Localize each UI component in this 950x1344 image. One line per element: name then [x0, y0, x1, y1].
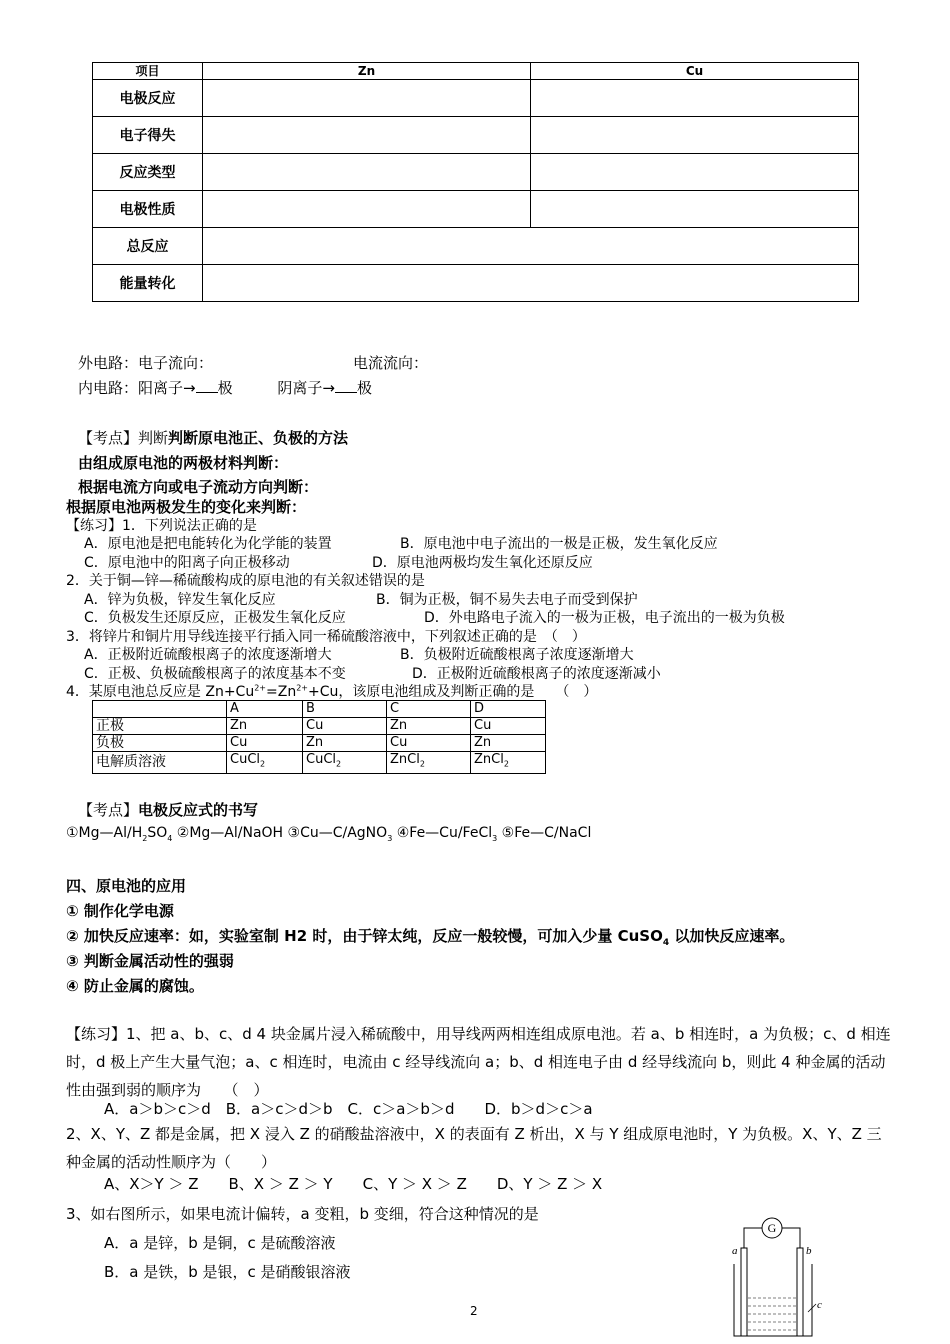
practice-q3: 3．将锌片和铜片用导线连接平行插入同一稀硫酸溶液中，下列叙述正确的是 （ ） [66, 629, 586, 645]
table-header-a: A [227, 701, 303, 718]
answer-cell [203, 154, 531, 191]
table-header-d: D [471, 701, 546, 718]
q1-option-a: A．原电池是把电能转化为化学能的装置 [84, 536, 332, 552]
practice2-q2-options: A、X＞Y ＞ Z B、X ＞ Z ＞ Y C、Y ＞ X ＞ Z D、Y ＞ Z ＞ X [104, 1175, 603, 1193]
table-cell: Cu [387, 735, 471, 752]
formula: ②Mg—Al/NaOH ③Cu—C/AgNO [172, 825, 388, 841]
battery-options-table [92, 700, 546, 774]
cell-text: ZnCl [390, 752, 420, 767]
q1-option-c: C．原电池中的阳离子向正极移动 [84, 555, 290, 571]
q3-option-a: A．正极附近硫酸根离子的浓度逐渐增大 [84, 647, 332, 663]
label-b: b [806, 1245, 812, 1257]
table-cell [93, 701, 227, 718]
practice2-q1: 【练习】1、把 a、b、c、d 4 块金属片浸入稀硫酸中，用导线两两相连组成原电池。若 a、b 相连时，a 为负极；c、d 相连时，d 极上产生大量气泡；a、c 相连时，电流由 c 经导线流向 a；b、d 相连电子由 d 经导线流向 b，则此 4 种金属的活动性由强到弱的顺序为 （ ） [66, 1025, 891, 1099]
subscript: 2 [336, 759, 342, 769]
table-cell: Cu [303, 718, 387, 735]
q2-option-d: D．外电路电子流入的一极为正极，电子流出的一极为负极 [424, 610, 785, 626]
method-3: 根据原电池两极发生的变化来判断： [66, 498, 307, 516]
formula: ⑤Fe—C/NaCl [497, 825, 592, 841]
table-cell [303, 752, 387, 774]
electrode-b [797, 1248, 803, 1336]
cell-text: ZnCl [474, 752, 504, 767]
answer-cell [203, 265, 859, 302]
pole-label: 极 [217, 379, 233, 397]
practice-q1: 【练习】1．下列说法正确的是 [66, 518, 257, 534]
table-cell: Zn [471, 735, 546, 752]
table-cell: Zn [227, 718, 303, 735]
subscript: 3 [492, 833, 498, 843]
application-4: ④ 防止金属的腐蚀。 [66, 977, 204, 995]
table-header-b: B [303, 701, 387, 718]
inner-circuit-label: 内电路：阳离子→ [78, 379, 196, 397]
cell-text: CuCl [306, 752, 337, 767]
pole-label: 极 [356, 379, 372, 397]
application-2 [66, 925, 794, 948]
subscript: 2 [260, 759, 266, 769]
row-label: 电子得失 [93, 117, 203, 154]
answer-cell [203, 117, 531, 154]
electrode-a [741, 1248, 747, 1336]
subscript: 2 [419, 759, 425, 769]
table-cell [227, 752, 303, 774]
kaodian-bracket: 【考点】 [78, 801, 139, 819]
practice2-q3-option-a: A．a 是锌，b 是铜，c 是硫酸溶液 [104, 1234, 336, 1252]
anion-label: 阴离子→ [277, 379, 335, 397]
kaodian-title: 电极反应式的书写 [138, 801, 259, 819]
q2-option-c: C．负极发生还原反应，正极发生氧化反应 [84, 610, 346, 626]
table-header-cu: Cu [531, 63, 859, 80]
row-label: 电极反应 [93, 80, 203, 117]
row-label: 负极 [93, 735, 227, 752]
row-label: 正极 [93, 718, 227, 735]
kaodian-title: 判断原电池正、负极的方法 [168, 429, 349, 447]
superscript: 2+ [296, 683, 308, 693]
table-header-item: 项目 [93, 63, 203, 80]
table-header-zn: Zn [203, 63, 531, 80]
table-cell: Zn [387, 718, 471, 735]
table-cell: Cu [471, 718, 546, 735]
row-label: 电极性质 [93, 191, 203, 228]
formula: ①Mg—Al/H [66, 825, 143, 841]
subscript: 4 [662, 938, 670, 948]
subscript: 2 [142, 833, 148, 843]
inner-circuit [78, 377, 372, 398]
q1-option-b: B．原电池中电子流出的一极是正极，发生氧化反应 [400, 536, 718, 552]
practice2-q1-options: A．a＞b＞c＞d B．a＞c＞d＞b C．c＞a＞b＞d D．b＞d＞c＞a [104, 1100, 593, 1118]
answer-cell [203, 191, 531, 228]
row-label: 总反应 [93, 228, 203, 265]
q3-option-b: B．负极附近硫酸根离子浓度逐渐增大 [400, 647, 634, 663]
blank [196, 380, 218, 393]
answer-cell [203, 228, 859, 265]
galvanometer-label: G [767, 1221, 777, 1235]
kaodian-bracket: 【考点】判断 [78, 429, 169, 447]
row-label: 能量转化 [93, 265, 203, 302]
answer-cell [531, 117, 859, 154]
table-cell [471, 752, 546, 774]
practice2-q3-option-b: B．a 是铁，b 是银，c 是硝酸银溶液 [104, 1263, 351, 1281]
application-1: ① 制作化学电源 [66, 902, 174, 920]
blank [335, 380, 357, 393]
q4-text: 4．某原电池总反应是 Zn+Cu [66, 684, 255, 700]
method-2: 根据电流方向或电子流动方向判断： [78, 478, 319, 496]
row-label: 电解质溶液 [93, 752, 227, 774]
subscript: 3 [387, 833, 393, 843]
kaodian-heading [78, 427, 348, 448]
answer-cell [531, 191, 859, 228]
application-text: 以加快反应速率。 [669, 927, 795, 945]
subscript: 4 [167, 833, 173, 843]
formula: SO [147, 825, 168, 841]
table-cell [387, 752, 471, 774]
table-cell: Cu [227, 735, 303, 752]
subscript: 2 [503, 759, 509, 769]
answer-cell [531, 80, 859, 117]
practice-q2: 2．关于铜—锌—稀硫酸构成的原电池的有关叙述错误的是 [66, 573, 425, 589]
application-3: ③ 判断金属活动性的强弱 [66, 952, 234, 970]
practice2-q2: 2、X、Y、Z 都是金属，把 X 浸入 Z 的硝酸盐溶液中，X 的表面有 Z 析出，X 与 Y 组成原电池时，Y 为负极。X、Y、Z 三种金属的活动性顺序为（ ） [66, 1125, 882, 1171]
q2-option-a: A．锌为负极，锌发生氧化反应 [84, 592, 276, 608]
outer-circuit-label: 外电路：电子流向： [78, 354, 214, 372]
kaodian2-heading [78, 799, 258, 820]
table-cell: Zn [303, 735, 387, 752]
q3-option-c: C．正极、负极硫酸根离子的浓度基本不变 [84, 666, 346, 682]
cell-text: CuCl [230, 752, 261, 767]
label-a: a [732, 1245, 738, 1257]
q2-option-b: B．铜为正极，铜不易失去电子而受到保护 [376, 592, 638, 608]
page-number: 2 [470, 1304, 478, 1318]
table-header-c: C [387, 701, 471, 718]
label-c: c [817, 1299, 822, 1311]
galvanic-cell-figure [728, 1212, 828, 1340]
q4-text: +Cu，该原电池组成及判断正确的是 （ ） [308, 684, 598, 700]
outer-circuit [78, 352, 213, 373]
method-1: 由组成原电池的两极材料判断： [78, 454, 289, 472]
application-text: ② 加快反应速率：如，实验室制 H2 时，由于锌太纯，反应一般较慢，可加入少量 CuSO [66, 927, 663, 945]
q1-option-d: D．原电池两极均发生氧化还原反应 [372, 555, 593, 571]
practice-q4 [66, 681, 597, 701]
formula-line [66, 825, 591, 843]
answer-cell [203, 80, 531, 117]
section-4-title: 四、原电池的应用 [66, 877, 187, 895]
q4-text: =Zn [266, 684, 297, 700]
q3-option-d: D．正极附近硫酸根离子的浓度逐渐减小 [412, 666, 661, 682]
electrode-table [92, 62, 859, 302]
superscript: 2+ [254, 683, 266, 693]
formula: ④Fe—Cu/FeCl [392, 825, 493, 841]
row-label: 反应类型 [93, 154, 203, 191]
answer-cell [531, 154, 859, 191]
practice2-q3: 3、如右图所示，如果电流计偏转，a 变粗，b 变细，符合这种情况的是 [66, 1205, 539, 1223]
current-direction: 电流流向： [353, 354, 429, 372]
